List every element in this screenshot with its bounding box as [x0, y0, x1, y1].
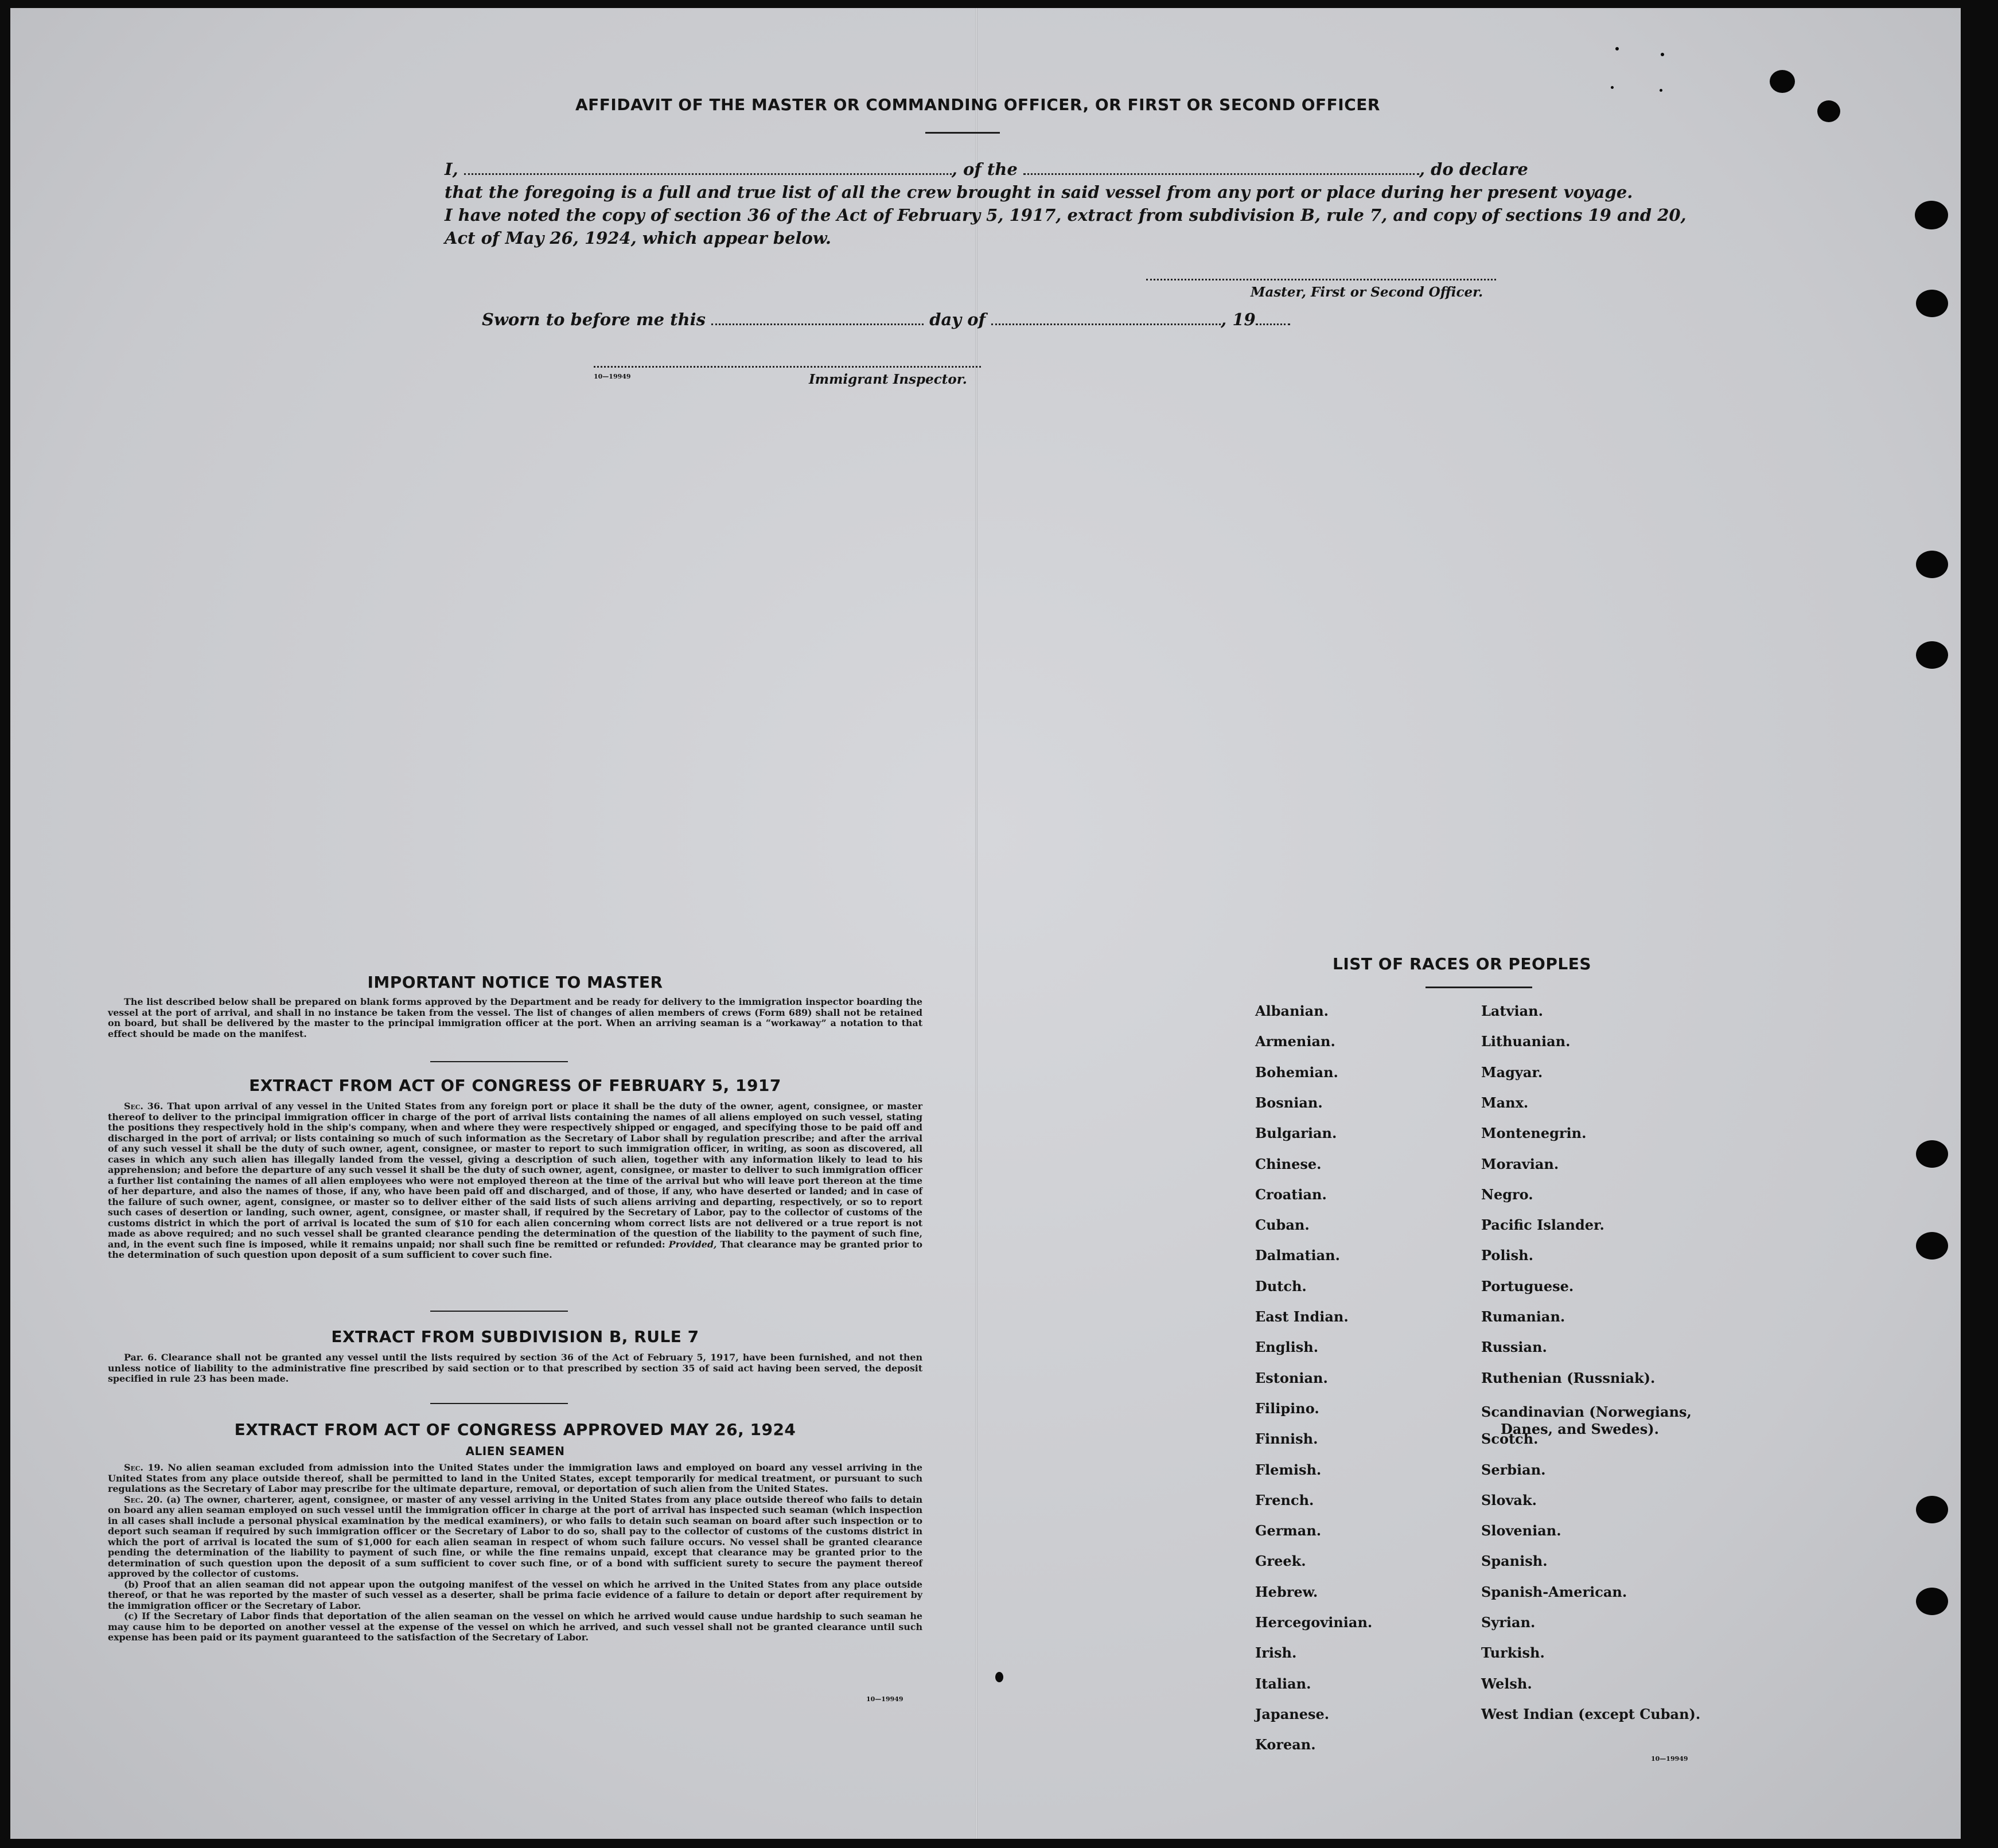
race-item: Syrian. [1481, 1614, 1536, 1631]
declarant-prefix: I, [445, 159, 458, 179]
day-of-label: day of [929, 310, 986, 329]
extract-1924-title: EXTRACT FROM ACT OF CONGRESS APPROVED MAY 26, 1924 [234, 1420, 796, 1439]
speck [1661, 53, 1664, 56]
race-item: Armenian. [1255, 1033, 1335, 1050]
race-item: Pacific Islander. [1481, 1217, 1604, 1233]
affidavit-title-rule [925, 132, 1000, 134]
race-item: Scandinavian (Norwegians, [1481, 1403, 1692, 1420]
sworn-line [482, 310, 1290, 329]
rule-7-rule [430, 1403, 568, 1404]
sec-20a-text: (a) The owner, charterer, agent, consignee, or master of any vessel arriving in the United States from any place outside thereof who fails to detain on board any alien seaman employed on such vessel until the immigration officer in charge at the port of arrival has inspected such seaman (which inspection in all cases shall include a personal physical examination by the medical examiners), or who fails to detain such seaman on board after such inspection or to deport such seaman if required by such immigration officer or the Secretary of Labor to do so, shall pay to the collector of customs of the customs district in which the port of arrival is located the sum of $1,000 for each alien seaman in respect of whom such failure occurs. No vessel shall be granted clearance pending the determination of the liability to payment of such fine, or while the fine remains unpaid, except that clearance may be granted prior to the determination of such question upon the deposit of a sum sufficient to cover such fine, or of a bond with sufficient surety to secure the payment thereof approved by the collector of customs. [108, 1494, 923, 1579]
race-item: Bohemian. [1255, 1064, 1338, 1081]
notice-rule [430, 1061, 568, 1062]
sec-36-text-end: That clearance may be granted prior to the determination of such question upon deposit of a sum sufficient to cover such fine. [108, 1238, 922, 1260]
do-declare-label: , do declare [1419, 159, 1528, 179]
speck [1615, 47, 1619, 50]
race-item: Turkish. [1481, 1644, 1545, 1661]
punch-hole [1916, 1232, 1948, 1260]
race-item: Bulgarian. [1255, 1125, 1337, 1141]
race-item: Welsh. [1481, 1675, 1532, 1692]
page-fold [975, 8, 977, 1839]
race-item: Dutch. [1255, 1278, 1307, 1295]
rule-7-title: EXTRACT FROM SUBDIVISION B, RULE 7 [331, 1327, 699, 1346]
race-item: Bosnian. [1255, 1094, 1323, 1111]
race-item: Korean. [1255, 1736, 1316, 1753]
speck [1611, 86, 1614, 89]
inspector-label: Immigrant Inspector. [809, 372, 967, 387]
race-item: Scotch. [1481, 1430, 1539, 1447]
punch-hole [1916, 290, 1948, 317]
race-item: English. [1255, 1339, 1319, 1355]
sec-20c-paragraph: (c) If the Secretary of Labor finds that deportation of the alien seaman on the vessel on which he arrived would cause undue hardship to such seaman he may cause him to be deported on another vessel at the expense of the vessel on which he arrived, and such vessel shall not be granted clearance until such expense has been paid or its payment guaranteed to the satisfaction of the Secretary of Labor. [108, 1611, 922, 1643]
race-item: Greek. [1255, 1553, 1306, 1569]
affidavit-title: AFFIDAVIT OF THE MASTER OR COMMANDING OFFICER, OR FIRST OR SECOND OFFICER [575, 95, 1380, 114]
race-item: Russian. [1481, 1339, 1547, 1355]
sec-20b-paragraph: (b) Proof that an alien seaman did not appear upon the outgoing manifest of the vessel on which he arrived in the United States from any place outside thereof, or that he was reported by the master of such vessel as a deserter, shall be prima facie evidence of a failure to detain or deport after requirement by the immigration officer or the Secretary of Labor. [108, 1578, 922, 1611]
race-item: Finnish. [1255, 1430, 1318, 1447]
provided-label: Provided, [668, 1238, 717, 1250]
extract-1924-text [108, 1463, 922, 1643]
race-item: Serbian. [1481, 1461, 1546, 1478]
form-number: 10—19949 [1651, 1755, 1688, 1763]
extract-1917-title: EXTRACT FROM ACT OF CONGRESS OF FEBRUARY 5, 1917 [249, 1076, 781, 1095]
notice-text: The list described below shall be prepared on blank forms approved by the Department and be ready for delivery to the immigration inspector boarding the vessel at the port of arrival, and shall in no instance be taken from the vessel. The list of changes of alien members of crews (Form 689) shall not be retained on board, but shall be delivered by the master to the principal immigration officer at the port. When an arriving seaman is a “workaway” a notation to that effect should be made on the manifest. [108, 996, 922, 1039]
race-item: Latvian. [1481, 1003, 1543, 1019]
inspector-signature-field[interactable] [594, 362, 981, 368]
races-title: LIST OF RACES OR PEOPLES [1333, 954, 1591, 973]
of-the-label: , of the [951, 159, 1018, 179]
extract-1917-rule [430, 1311, 568, 1312]
punch-hole [1817, 100, 1840, 122]
sec-36-label: Sec. 36. [124, 1101, 163, 1112]
race-item: Dalmatian. [1255, 1247, 1340, 1264]
speck [995, 1672, 1003, 1682]
race-item: Lithuanian. [1481, 1033, 1571, 1050]
race-item: German. [1255, 1522, 1322, 1539]
punch-hole [1916, 1588, 1948, 1615]
race-item: Negro. [1481, 1186, 1533, 1203]
race-item: Filipino. [1255, 1400, 1319, 1417]
sec-20-label: Sec. 20. [124, 1494, 163, 1505]
race-item: Moravian. [1481, 1156, 1559, 1172]
punch-hole [1916, 1140, 1948, 1168]
race-item: Ruthenian (Russniak). [1481, 1370, 1656, 1386]
sworn-year-field[interactable] [1256, 320, 1290, 325]
form-number: 10—19949 [866, 1695, 903, 1703]
sworn-day-field[interactable] [711, 320, 924, 325]
affidavit-line-3: I have noted the copy of section 36 of the Act of February 5, 1917, extract from subdivision B, rule 7, and copy of sections 19 and 20, [445, 205, 1687, 225]
race-item: Polish. [1481, 1247, 1533, 1264]
master-signature-label: Master, First or Second Officer. [1251, 284, 1483, 300]
sec-19-text: No alien seaman excluded from admission into the United States under the immigration laws and employed on board any vessel arriving in the United States from any place outside thereof, shall be permitted to land in the United States, except temporarily for medical treatment, or pursuant to such regulations as the Secretary of Labor may prescribe for the ultimate departure, removal, or deportation of such alien from the United States. [108, 1462, 923, 1494]
race-item: East Indian. [1255, 1308, 1349, 1325]
race-item: Slovenian. [1481, 1522, 1561, 1539]
race-item: Cuban. [1255, 1217, 1310, 1233]
race-item: Estonian. [1255, 1370, 1328, 1386]
race-item: Italian. [1255, 1675, 1311, 1692]
sec-19-label: Sec. 19. [124, 1462, 163, 1473]
race-item: Croatian. [1255, 1186, 1327, 1203]
punch-hole [1770, 70, 1795, 93]
punch-hole [1916, 1496, 1948, 1523]
race-item: Hercegovinian. [1255, 1614, 1373, 1631]
sec-20a-paragraph [108, 1495, 922, 1580]
affidavit-line-2: that the foregoing is a full and true list of all the crew brought in said vessel from any port or place during her present voyage. [445, 182, 1633, 202]
alien-seamen-subtitle: ALIEN SEAMEN [465, 1444, 565, 1458]
sec-36-text: That upon arrival of any vessel in the United States from any foreign port or place it shall be the duty of the owner, agent, consignee, or master thereof to deliver to the principal immigration officer in charge of the port of arrival lists containing the names of all aliens employed on such vessel, stating the positions they respectively hold in the ship's company, when and where they were respectively shipped or engaged, and specifying those to be paid off and discharged in the port of arrival; or lists containing so much of such information as the Secretary of Labor shall by regulation prescribe; and after the arrival of any such vessel it shall be the duty of such owner, agent, consignee, or master to report to such immigration officer, in writing, as soon as discovered, all cases in which any such alien has illegally landed from the vessel, giving a description of such alien, together with any information likely to lead to his apprehension; and before the departure of any such vessel it shall be the duty of such owner, agent, consignee, or master to deliver to such immigration officer a further list containing the names of all alien employees who were not employed thereon at the time of the arrival but who will leave port thereon at the time of her departure, and also the names of those, if any, who have been paid off and discharged, and of those, if any, who have deserted or landed; and in case of the failure of such owner, agent, consignee, or master so to deliver either of the said lists of such aliens arriving and departing, respectively, or so to report such cases of desertion or landing, such owner, agent, consignee, or master shall, if required by the Secretary of Labor, pay to the collector of customs of the customs district in which the port of arrival is located the sum of $10 for each alien concerning whom correct lists are not delivered or a true report is not made as above required; and no such vessel shall be granted clearance pending the determination of the question of the liability to the payment of such fine, and, in the event such fine is imposed, while it remains unpaid; nor shall such fine be remitted or refunded: [108, 1101, 922, 1250]
race-item: Magyar. [1481, 1064, 1543, 1081]
race-item: Spanish-American. [1481, 1584, 1627, 1600]
affidavit-line-1 [445, 159, 1528, 179]
race-item: Flemish. [1255, 1461, 1322, 1478]
punch-hole [1916, 641, 1948, 669]
race-item: Chinese. [1255, 1156, 1322, 1172]
races-title-rule [1426, 987, 1532, 988]
sworn-label: Sworn to before me this [482, 310, 706, 329]
race-item: French. [1255, 1492, 1314, 1508]
punch-hole [1916, 551, 1948, 578]
race-item: West Indian (except Cuban). [1481, 1706, 1701, 1722]
race-item: Slovak. [1481, 1492, 1537, 1508]
race-item: Japanese. [1255, 1706, 1330, 1722]
sec-19-paragraph [108, 1463, 922, 1495]
race-item: Hebrew. [1255, 1584, 1318, 1600]
race-item: Irish. [1255, 1644, 1297, 1661]
race-item: Spanish. [1481, 1553, 1548, 1569]
extract-1917-text [108, 1101, 922, 1261]
race-item: Manx. [1481, 1094, 1529, 1111]
declarant-name-field[interactable] [464, 170, 952, 175]
affidavit-line-4: Act of May 26, 1924, which appear below. [445, 228, 831, 248]
notice-title: IMPORTANT NOTICE TO MASTER [367, 973, 663, 992]
race-item: Rumanian. [1481, 1308, 1565, 1325]
speck [1660, 89, 1662, 92]
race-item: Danes, and Swedes). [1501, 1421, 1659, 1437]
vessel-name-field[interactable] [1023, 170, 1419, 175]
sworn-month-field[interactable] [991, 320, 1221, 325]
race-item: Portuguese. [1481, 1278, 1574, 1295]
rule-7-text: Par. 6. Clearance shall not be granted any vessel until the lists required by section 36 of the Act of February 5, 1917, have been furnished, and not then unless notice of liability to the administrative fine prescribed by said section or to that prescribed by section 35 of said act having been served, the deposit specified in rule 23 has been made. [108, 1352, 922, 1384]
form-number: 10—19949 [594, 373, 631, 380]
race-item: Albanian. [1255, 1003, 1329, 1019]
punch-hole [1915, 201, 1948, 229]
race-item: Montenegrin. [1481, 1125, 1587, 1141]
year-label: , 19 [1221, 310, 1256, 329]
master-signature-field[interactable] [1146, 275, 1496, 280]
